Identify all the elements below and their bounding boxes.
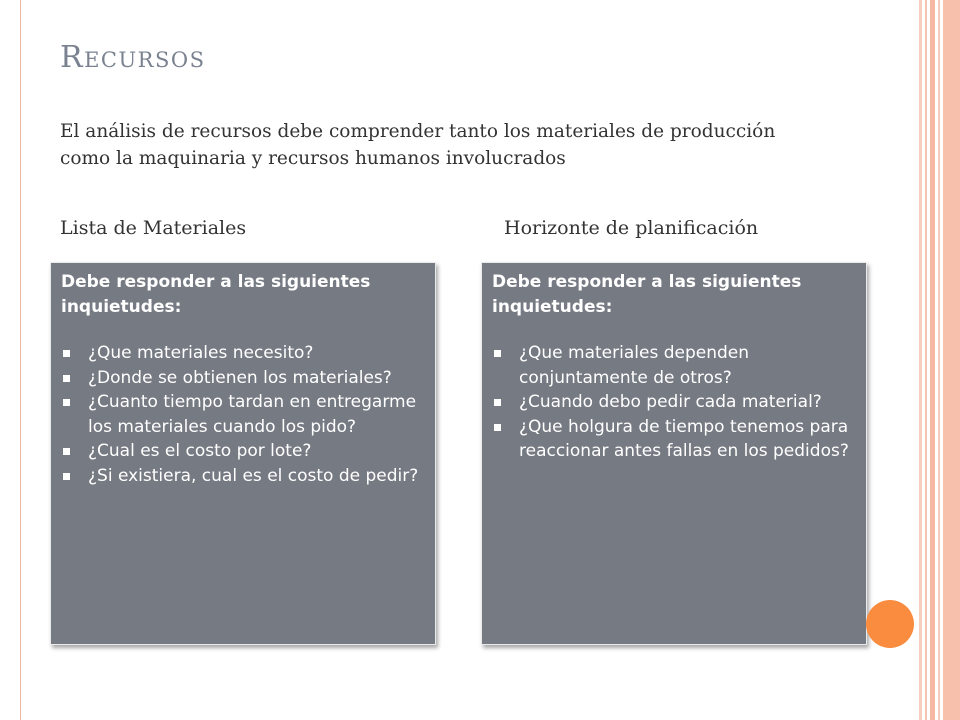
materials-question-list bbox=[61, 341, 425, 488]
square-bullet-icon bbox=[494, 399, 501, 406]
heading-horizonte-planificacion: Horizonte de planificación bbox=[504, 217, 759, 239]
list-item: ¿Donde se obtienen los materiales? bbox=[61, 366, 425, 391]
planning-box bbox=[481, 262, 867, 645]
list-item: ¿Que holgura de tiempo tenemos para reaccionar antes fallas en los pedidos? bbox=[492, 415, 856, 464]
square-bullet-icon bbox=[494, 350, 501, 357]
heading-lista-materiales: Lista de Materiales bbox=[60, 217, 247, 239]
intro-paragraph: El análisis de recursos debe comprender tanto los materiales de producción como la maquinaria y recursos humanos involucrados bbox=[60, 121, 776, 169]
list-item: ¿Que materiales necesito? bbox=[61, 341, 425, 366]
square-bullet-icon bbox=[63, 375, 70, 382]
slide-title: Recursos bbox=[60, 40, 206, 75]
list-item: ¿Cual es el costo por lote? bbox=[61, 439, 425, 464]
box-lead-text: Debe responder a las siguientes inquietudes: bbox=[61, 272, 371, 317]
planning-question-list bbox=[492, 341, 856, 464]
materials-box bbox=[50, 262, 436, 645]
list-item: ¿Cuanto tiempo tardan en entregarme los materiales cuando los pido? bbox=[61, 390, 425, 439]
list-item: ¿Si existiera, cual es el costo de pedir? bbox=[61, 464, 425, 489]
square-bullet-icon bbox=[63, 473, 70, 480]
square-bullet-icon bbox=[494, 424, 501, 431]
square-bullet-icon bbox=[63, 399, 70, 406]
list-item: ¿Cuando debo pedir cada material? bbox=[492, 390, 856, 415]
left-frame-border bbox=[0, 0, 21, 720]
square-bullet-icon bbox=[63, 448, 70, 455]
square-bullet-icon bbox=[63, 350, 70, 357]
decorative-orange-circle bbox=[866, 600, 914, 648]
list-item: ¿Que materiales dependen conjuntamente de otros? bbox=[492, 341, 856, 390]
box-lead-text: Debe responder a las siguientes inquietudes: bbox=[492, 272, 802, 317]
